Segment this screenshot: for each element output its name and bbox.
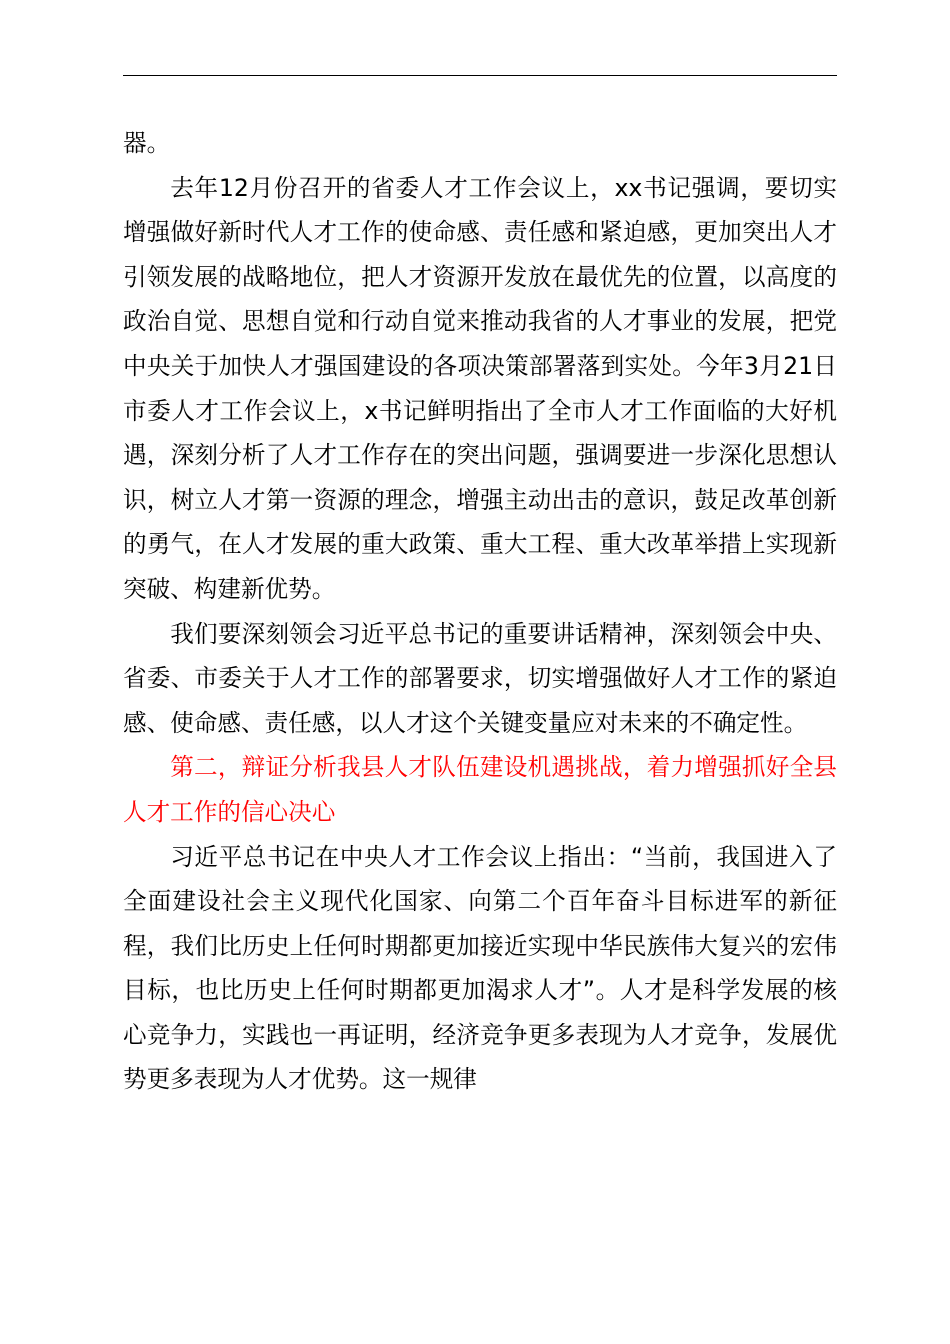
header-rule xyxy=(123,75,837,76)
paragraph-deep-understanding: 我们要深刻领会习近平总书记的重要讲话精神，深刻领会中央、省委、市委关于人才工作的部署要求，切实增强做好人才工作的紧迫感、使命感、责任感，以人才这个关键变量应对未来的不确定性。 xyxy=(123,619,837,737)
paragraph-provincial-conference: 去年12月份召开的省委人才工作会议上，xx书记强调，要切实增强做好新时代人才工作的使命感、责任感和紧迫感，更加突出人才引领发展的战略地位，把人才资源开发放在最优先的位置，以高度的政治自觉、思想自觉和行动自觉来推动我省的人才事业的发展，把党中央关于加快人才强国建设的各项决策部署落到实处。今年3月21日市委人才工作会议上，x书记鲜明指出了全市人才工作面临的大好机遇，深刻分析了人才工作存在的突出问题，强调要进一步深化思想认识，树立人才第一资源的理念，增强主动出击的意识，鼓足改革创新的勇气，在人才发展的重大政策、重大工程、重大改革举措上实现新突破、构建新优势。 xyxy=(123,173,837,603)
document-body xyxy=(123,121,837,1102)
paragraph-central-conference-quote: 习近平总书记在中央人才工作会议上指出：“当前，我国进入了全面建设社会主义现代化国家、向第二个百年奋斗目标进军的新征程，我们比历史上任何时期都更加接近实现中华民族伟大复兴的宏伟目标，也比历史上任何时期都更加渴求人才”。人才是科学发展的核心竞争力，实践也一再证明，经济竞争更多表现为人才竞争，发展优势更多表现为人才优势。这一规律 xyxy=(123,842,837,1094)
section-heading-second: 第二，辩证分析我县人才队伍建设机遇挑战，着力增强抓好全县人才工作的信心决心 xyxy=(123,753,837,826)
paragraph-continuation: 器。 xyxy=(123,129,171,157)
